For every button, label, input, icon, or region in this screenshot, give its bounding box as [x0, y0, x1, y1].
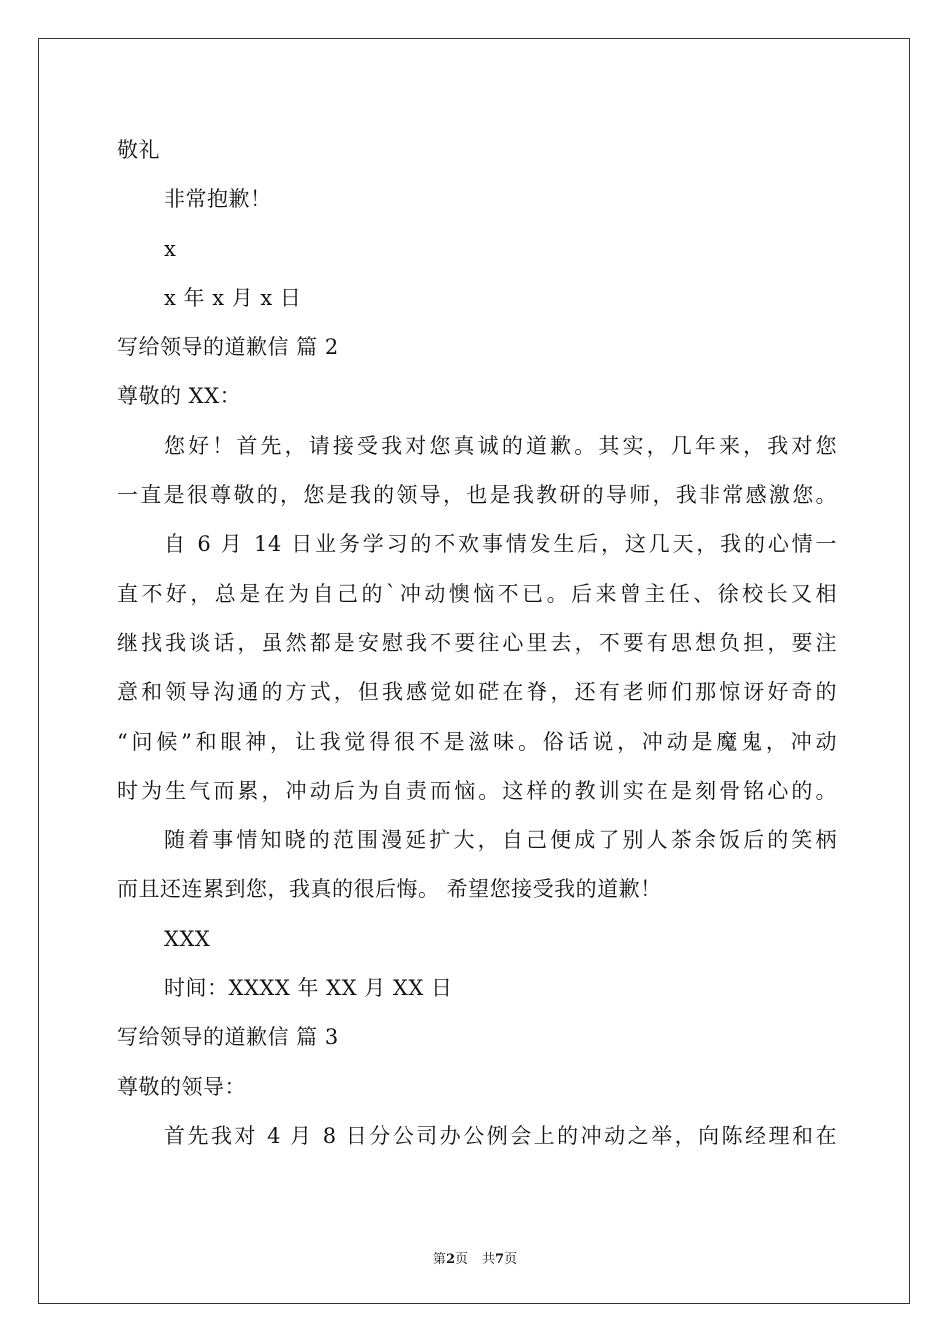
- text-line: 尊敬的 XX：: [117, 384, 242, 409]
- total-label-prefix: 共: [482, 1252, 496, 1267]
- text-line: XXX: [164, 926, 211, 951]
- text-line: 一直是很尊敬的，您是我的领导，也是我教研的导师，我非常感激您。: [117, 483, 837, 508]
- text-line: 非常抱歉！: [164, 187, 272, 212]
- text-line: 自 6 月 14 日业务学习的不欢事情发生后，这几天，我的心情一: [164, 532, 837, 557]
- document-body: [117, 126, 837, 1161]
- text-line: 时为生气而累，冲动后为自责而恼。这样的教训实在是刻骨铭心的。: [117, 778, 837, 803]
- text-line: x 年 x 月 x 日: [164, 285, 302, 310]
- page-label-prefix: 第: [432, 1252, 446, 1267]
- text-line: 敬礼: [117, 138, 160, 162]
- text-line: 首先我对 4 月 8 日分公司办公例会上的冲动之举，向陈经理和在: [164, 1123, 837, 1148]
- total-label-suffix: 页: [504, 1252, 518, 1267]
- text-line: 写给领导的道歉信 篇 3: [117, 1025, 339, 1050]
- text-line: 继找我谈话，虽然都是安慰我不要往心里去，不要有思想负担，要注: [117, 630, 837, 655]
- page-footer: [0, 1248, 950, 1267]
- text-line: “问候”和眼神，让我觉得很不是滋味。俗话说，冲动是魔鬼，冲动: [117, 729, 837, 754]
- total-pages: 7: [495, 1252, 505, 1267]
- text-line: 而且还连累到您，我真的很后悔。 希望您接受我的道歉！: [117, 877, 662, 902]
- text-line: 尊敬的领导：: [117, 1074, 246, 1099]
- text-line: 时间：XXXX 年 XX 月 XX 日: [164, 976, 453, 1001]
- text-line: 意和领导沟通的方式，但我感觉如硭在脊，还有老师们那惊讶好奇的: [117, 680, 837, 705]
- text-line: 写给领导的道歉信 篇 2: [117, 335, 339, 360]
- text-line: 直不好，总是在为自己的`冲动懊恼不已。后来曾主任、徐校长又相: [117, 581, 837, 606]
- page-number: 2: [445, 1252, 455, 1267]
- text-line: 您好！首先，请接受我对您真诚的道歉。其实，几年来，我对您: [164, 433, 837, 458]
- text-line: 随着事情知晓的范围漫延扩大，自己便成了别人茶余饭后的笑柄: [164, 828, 837, 853]
- page-label-suffix: 页: [454, 1252, 468, 1267]
- text-line: x: [164, 236, 177, 261]
